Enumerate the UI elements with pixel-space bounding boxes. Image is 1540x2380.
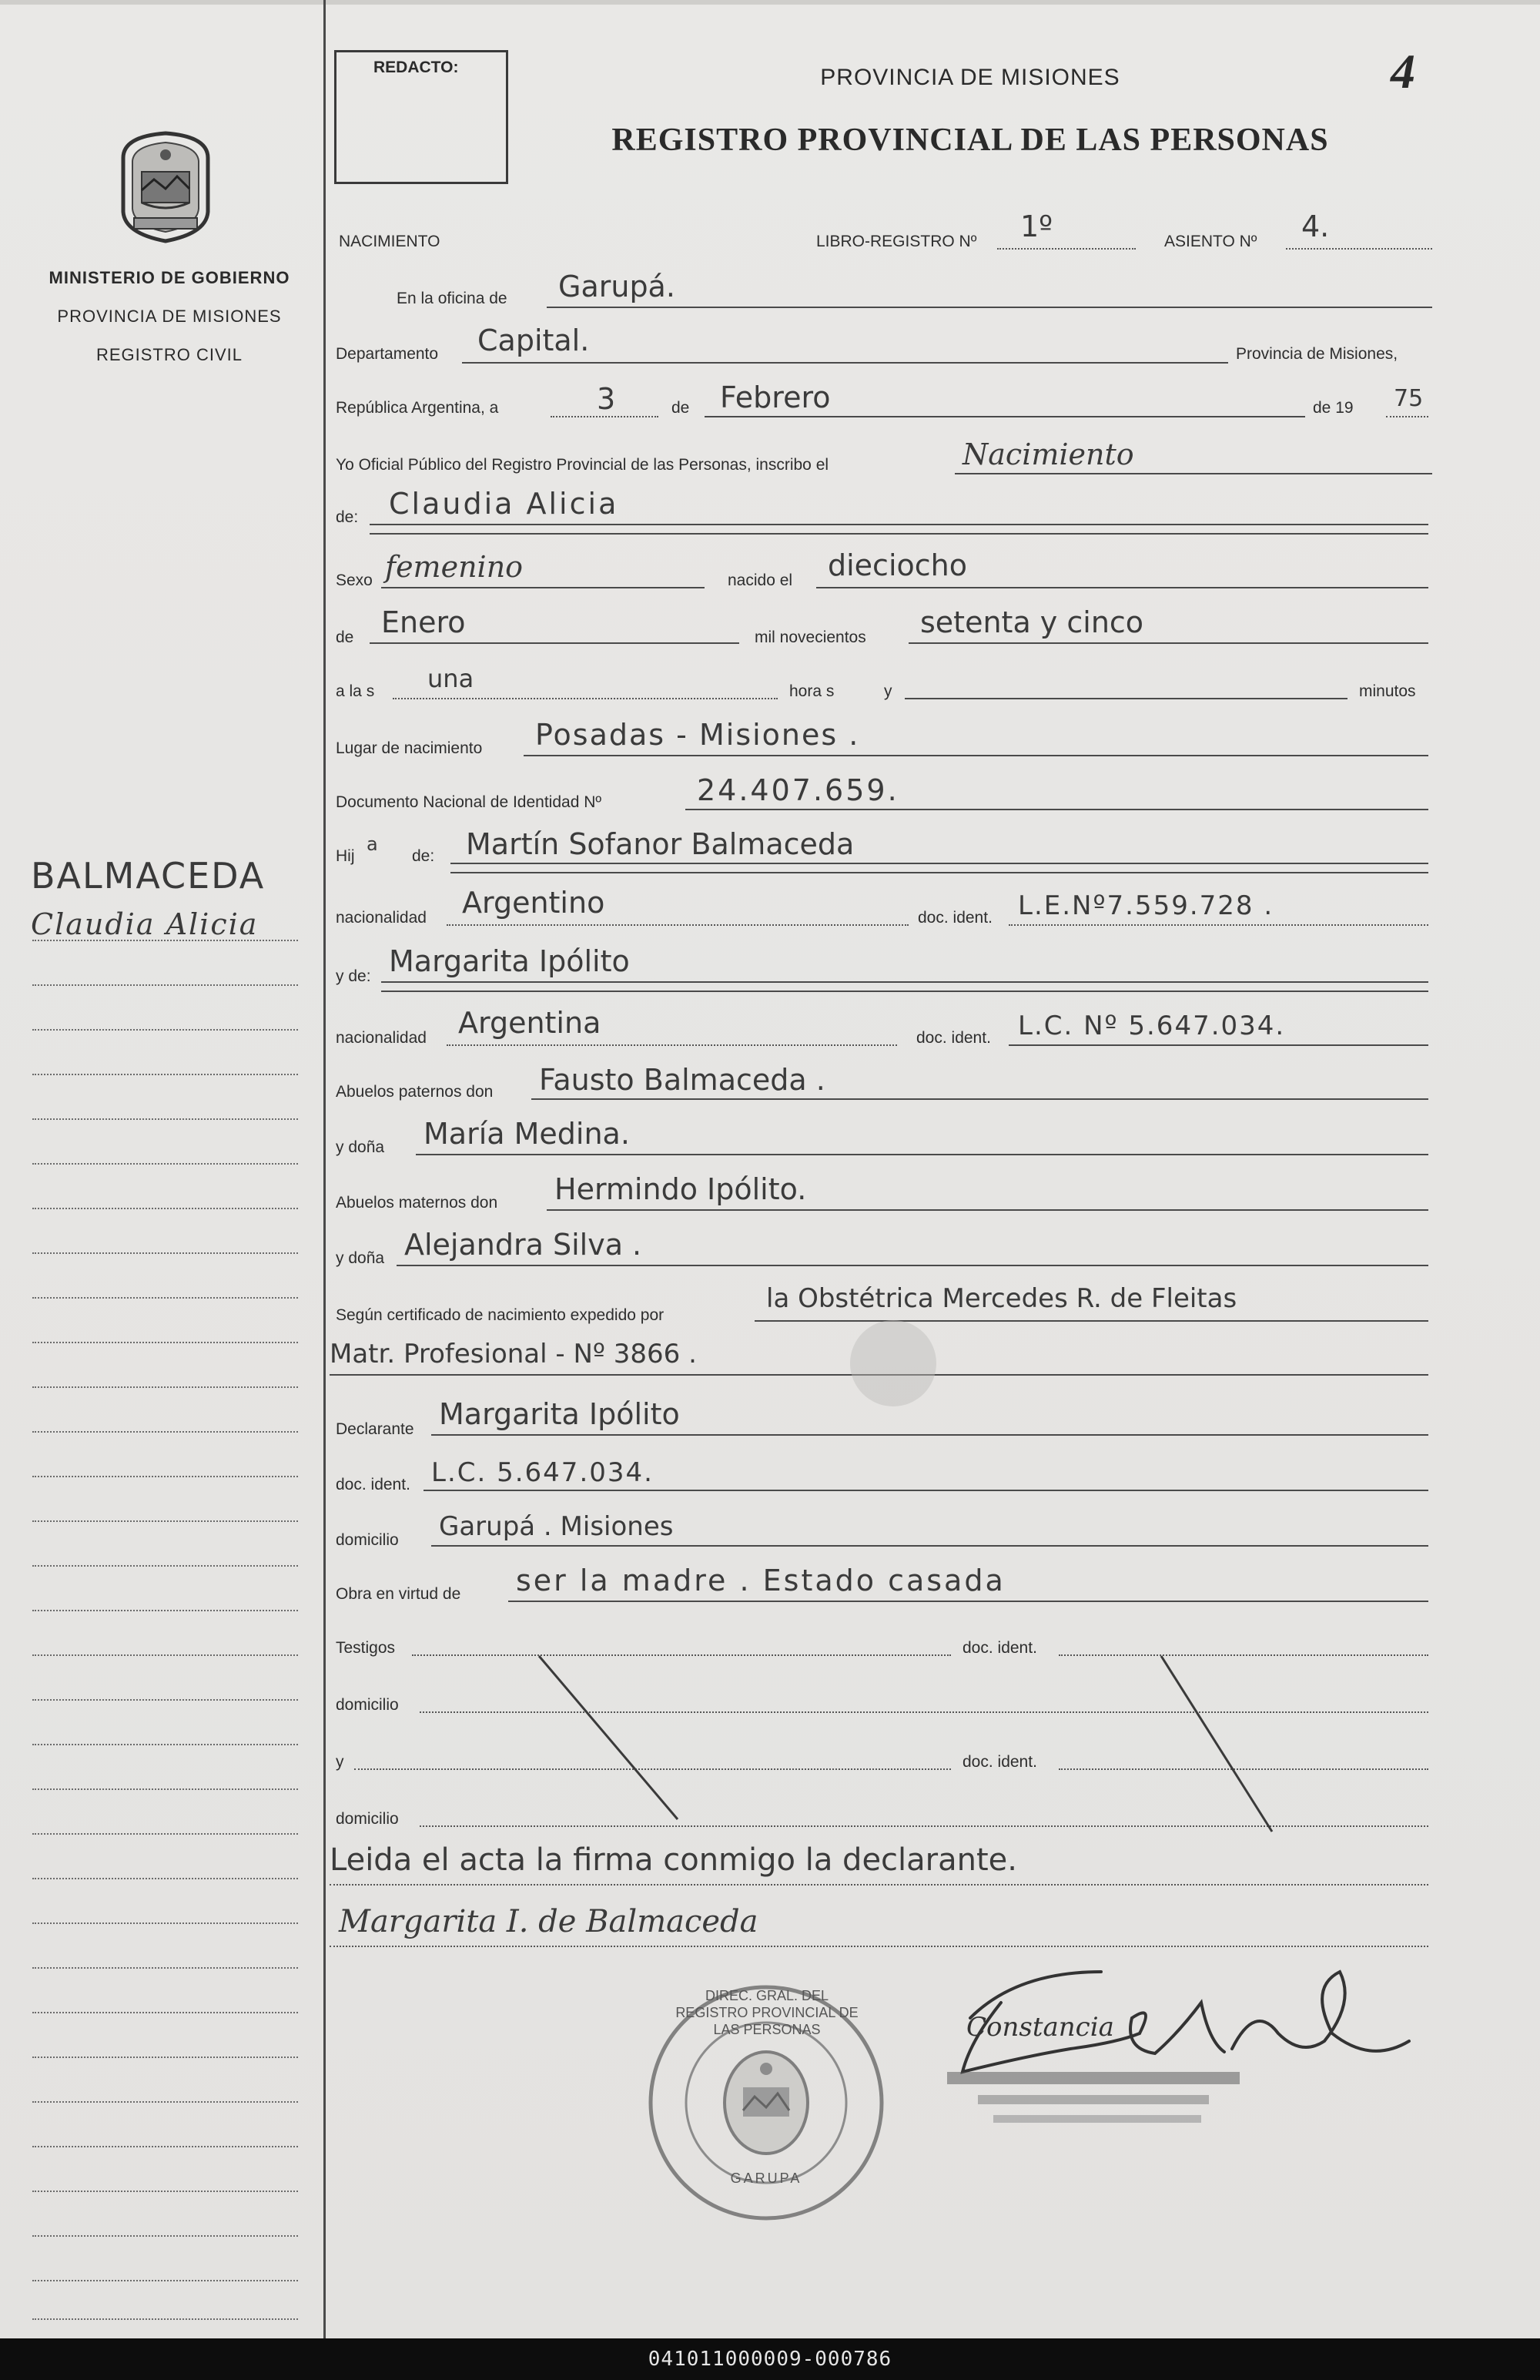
y-de-label: y de: [336, 967, 371, 985]
dia-value: 3 [597, 382, 616, 416]
testigos-cross-stroke-right [1161, 1656, 1272, 1832]
certificado-label: Según certificado de nacimiento expedido por [336, 1306, 665, 1324]
stamp-center-text: GARUPA [730, 2170, 802, 2186]
abuelos-maternos-label: Abuelos maternos don [336, 1194, 498, 1212]
horas-label: hora s [789, 682, 835, 700]
testigo2-y-label: y [336, 1753, 344, 1771]
departamento-value: Capital. [477, 323, 590, 357]
nacido-value: dieciocho [828, 548, 967, 582]
decl-domicilio-value: Garupá . Misiones [439, 1511, 674, 1542]
mil-value: setenta y cinco [920, 605, 1144, 639]
padre-value: Martín Sofanor Balmaceda [466, 827, 855, 861]
de-nombre-label: de: [336, 508, 359, 526]
decl-domicilio-label: domicilio [336, 1531, 399, 1549]
hijo-suffix: a [367, 833, 378, 855]
official-seal-lines [947, 2072, 1240, 2123]
departamento-label: Departamento [336, 345, 439, 363]
abuelos-paternos-label: Abuelos paternos don [336, 1083, 494, 1101]
libro-value: 1º [1020, 210, 1053, 243]
testigo1-doc-label: doc. ident. [962, 1639, 1037, 1657]
abuelo-materno-value: Hermindo Ipólito. [554, 1172, 807, 1206]
nombre-value: Claudia Alicia [389, 487, 619, 521]
madre-doc-value: L.C. Nº 5.647.034. [1018, 1011, 1286, 1041]
sexo-value: femenino [385, 550, 524, 584]
de-mes-label: de [336, 629, 354, 646]
mes-value: Febrero [720, 380, 831, 414]
testigos-label: Testigos [336, 1639, 396, 1657]
provincia-label: PROVINCIA DE MISIONES [57, 307, 282, 326]
declarante-label: Declarante [336, 1420, 414, 1438]
decl-doc-value: L.C. 5.647.034. [431, 1457, 654, 1488]
redacto-label: REDACTO: [373, 59, 459, 76]
libro-label: LIBRO-REGISTRO Nº [816, 233, 977, 250]
margin-surname: BALMACEDA [31, 855, 266, 897]
documento-value: 24.407.659. [697, 773, 899, 807]
declarante-value: Margarita Ipólito [439, 1397, 680, 1431]
stamp-ring-text: DIREC. GRAL. DEL REGISTRO PROVINCIAL DE LAS PERSONAS [675, 1988, 859, 2037]
asiento-value: 4. [1301, 210, 1330, 243]
padre-doc-value: L.E.Nº7.559.728 . [1018, 890, 1274, 921]
testigo1-domicilio-label: domicilio [336, 1696, 399, 1714]
decl-doc-label: doc. ident. [336, 1476, 410, 1493]
nacido-label: nacido el [728, 572, 793, 589]
hijo-de-label: de: [412, 847, 435, 865]
de-label: de [671, 399, 690, 417]
declarant-signature: Margarita I. de Balmaceda [339, 1904, 758, 1939]
y-dona-paterna-label: y doña [336, 1138, 385, 1156]
y-dona-materna-label: y doña [336, 1249, 385, 1267]
nacimiento-label: NACIMIENTO [339, 233, 440, 250]
padre-doc-label: doc. ident. [918, 909, 993, 927]
ministerio-label: MINISTERIO DE GOBIERNO [49, 268, 290, 287]
oficina-value: Garupá. [558, 270, 675, 303]
image-code: 041011000009-000786 [648, 2348, 892, 2371]
padre-nac-value: Argentino [462, 886, 605, 920]
asiento-label: ASIENTO Nº [1164, 233, 1257, 250]
madre-value: Margarita Ipólito [389, 944, 630, 978]
abuela-paterna-value: María Medina. [424, 1117, 630, 1151]
padre-nac-label: nacionalidad [336, 909, 427, 927]
matricula-value: Matr. Profesional - Nº 3866 . [330, 1339, 697, 1369]
documento-label: Documento Nacional de Identidad Nº [336, 793, 602, 811]
hijo-label: Hij [336, 847, 355, 865]
provincia-suffix: Provincia de Misiones, [1236, 345, 1398, 363]
certificado-value: la Obstétrica Mercedes R. de Fleitas [766, 1283, 1237, 1314]
folio-number: 4 [1391, 44, 1415, 99]
closing-text: Leida el acta la firma conmigo la declarante. [330, 1842, 1017, 1878]
obra-value: ser la madre . Estado casada [516, 1564, 1006, 1597]
obra-label: Obra en virtud de [336, 1585, 461, 1603]
acto-value: Nacimiento [962, 437, 1134, 471]
abuelo-paterno-value: Fausto Balmaceda . [539, 1063, 825, 1097]
ink-smudge [850, 1320, 936, 1406]
republica-label: República Argentina, a [336, 399, 499, 417]
madre-nac-label: nacionalidad [336, 1029, 427, 1047]
header-provincia: PROVINCIA DE MISIONES [820, 65, 1120, 90]
minutos-label: minutos [1359, 682, 1416, 700]
margin-given-name: Claudia Alicia [31, 907, 259, 941]
image-footer [0, 2338, 1540, 2380]
a-las-label: a la s [336, 682, 375, 700]
testigo2-doc-label: doc. ident. [962, 1753, 1037, 1771]
madre-nac-value: Argentina [458, 1006, 601, 1040]
anio-value: 75 [1394, 385, 1424, 412]
header-title: REGISTRO PROVINCIAL DE LAS PERSONAS [611, 122, 1329, 158]
mil-label: mil novecientos [755, 629, 866, 646]
oficial-label: Yo Oficial Público del Registro Provincial de las Personas, inscribo el [336, 456, 829, 474]
oficina-label: En la oficina de [397, 290, 507, 307]
registro-civil-label: REGISTRO CIVIL [95, 345, 243, 364]
testigos-cross-stroke-left [539, 1656, 678, 1819]
hora-value: una [427, 664, 474, 693]
y-label: y [884, 682, 892, 700]
testigo2-domicilio-label: domicilio [336, 1810, 399, 1828]
lugar-value: Posadas - Misiones . [535, 718, 860, 752]
sexo-label: Sexo [336, 572, 373, 589]
official-signature: Constancia [966, 2012, 1114, 2043]
madre-doc-label: doc. ident. [916, 1029, 991, 1047]
anio-prefix: de 19 [1313, 399, 1354, 417]
nacido-mes-value: Enero [381, 605, 466, 639]
lugar-label: Lugar de nacimiento [336, 739, 483, 757]
abuela-materna-value: Alejandra Silva . [404, 1228, 642, 1262]
